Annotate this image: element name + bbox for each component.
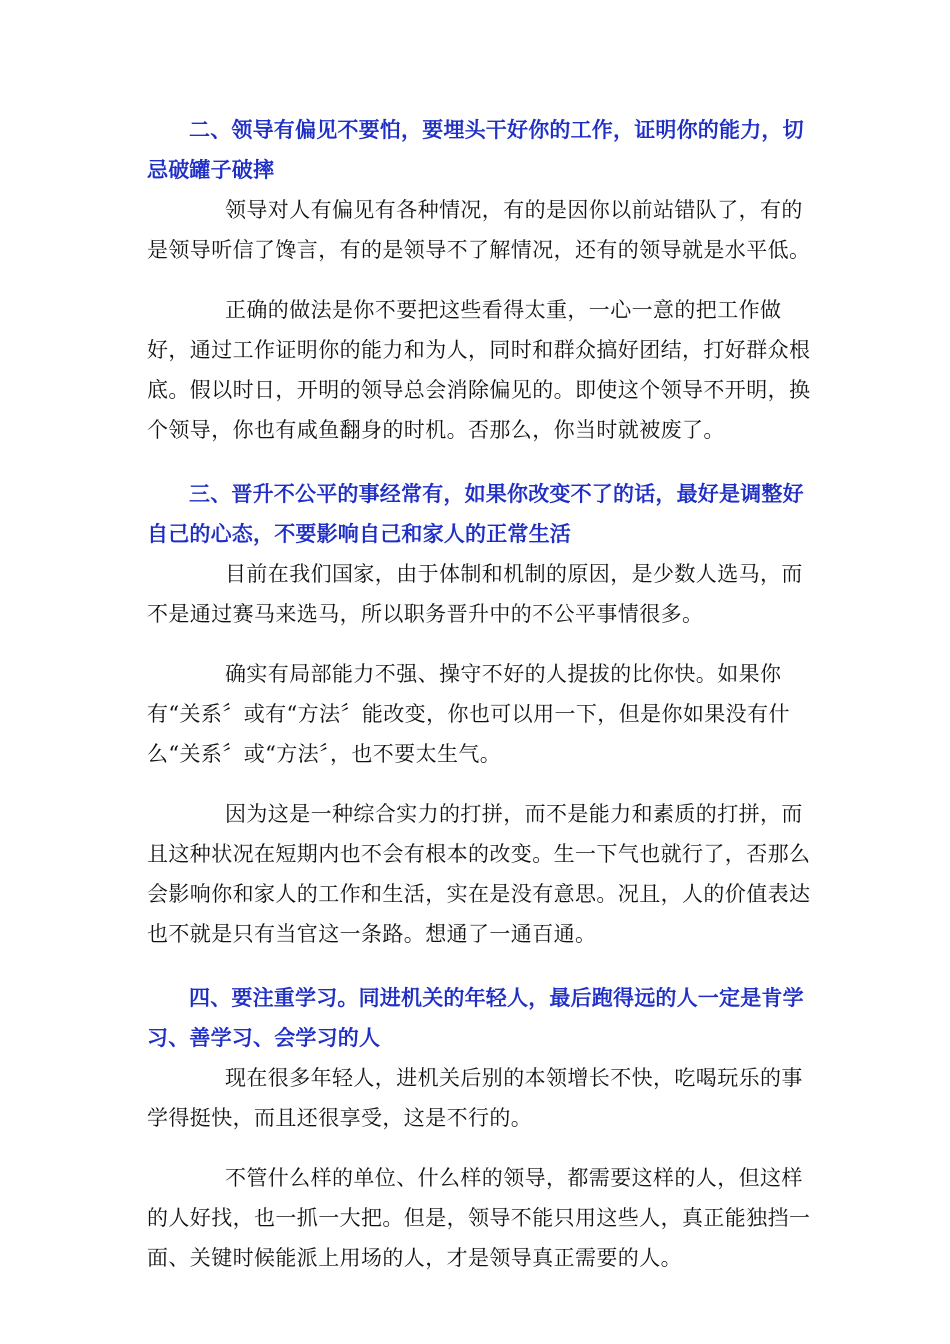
paragraph: 因为这是一种综合实力的打拼，而不是能力和素质的打拼，而且这种状况在短期内也不会有根本的改变。生一下气也就行了，否那么会影响你和家人的工作和生活，实在是没有意思。况且，人的价值表达也不就是只有当官这一条路。想通了一通百通。	[147, 802, 811, 946]
document-body	[147, 110, 819, 1302]
paragraph: 目前在我们国家，由于体制和机制的原因，是少数人选马，而不是通过赛马来选马，所以职务晋升中的不公平事情很多。	[147, 562, 803, 626]
section-4	[147, 978, 819, 1278]
section-heading: 四、要注重学习。同进机关的年轻人，最后跑得远的人一定是肯学习、善学习、会学习的人	[147, 986, 804, 1050]
section-heading: 三、晋升不公平的事经常有，如果你改变不了的话，最好是调整好自己的心态，不要影响自己和家人的正常生活	[147, 482, 804, 546]
section-heading: 二、领导有偏见不要怕，要埋头干好你的工作，证明你的能力，切忌破罐子破摔	[147, 118, 804, 182]
paragraph: 领导对人有偏见有各种情况，有的是因你以前站错队了，有的是领导听信了馋言，有的是领导不了解情况，还有的领导就是水平低。	[147, 198, 811, 262]
paragraph: 不管什么样的单位、什么样的领导，都需要这样的人，但这样的人好找，也一抓一大把。但是，领导不能只用这些人，真正能独挡一面、关键时候能派上用场的人，才是领导真正需要的人。	[147, 1166, 811, 1270]
paragraph: 现在很多年轻人，进机关后别的本领增长不快，吃喝玩乐的事学得挺快，而且还很享受，这是不行的。	[147, 1066, 803, 1130]
paragraph: 正确的做法是你不要把这些看得太重，一心一意的把工作做好，通过工作证明你的能力和为人，同时和群众搞好团结，打好群众根底。假以时日，开明的领导总会消除偏见的。即使这个领导不开明，换个领导，你也有咸鱼翻身的时机。否那么，你当时就被废了。	[147, 298, 811, 442]
paragraph: 确实有局部能力不强、操守不好的人提拔的比你快。如果你有“关系〞或有“方法〞能改变，你也可以用一下，但是你如果没有什么“关系〞或“方法〞，也不要太生气。	[147, 662, 790, 766]
section-2	[147, 110, 819, 450]
section-3	[147, 474, 819, 954]
